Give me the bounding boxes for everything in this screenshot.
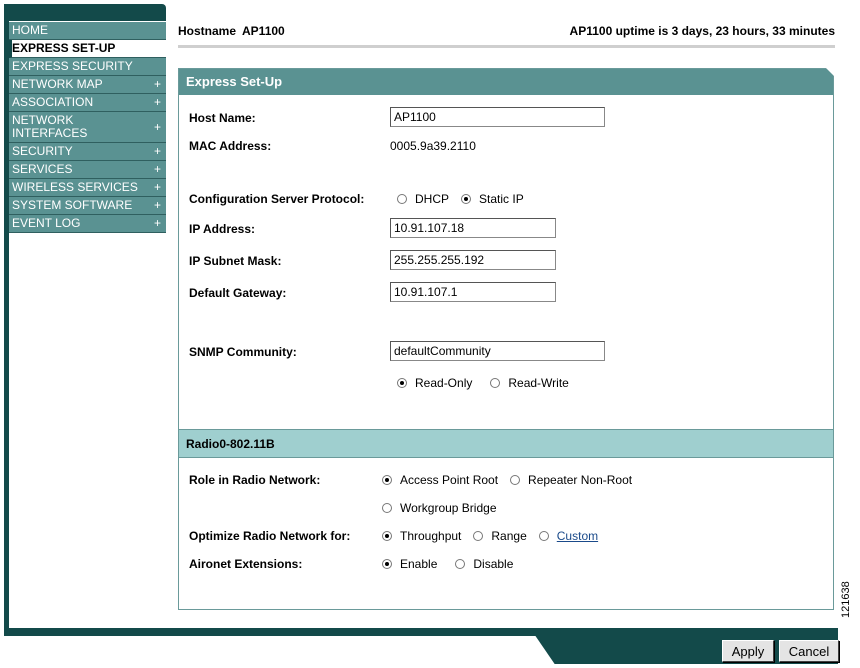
dhcp-radio[interactable] bbox=[397, 192, 449, 206]
nav-item-label: SERVICES bbox=[12, 162, 73, 176]
nav-item-association[interactable] bbox=[9, 94, 166, 112]
panel-title: Express Set-Up bbox=[179, 69, 833, 95]
snmp-community-input[interactable] bbox=[390, 341, 605, 361]
nav-item-network-interfaces[interactable] bbox=[9, 112, 166, 143]
expand-plus-icon[interactable]: + bbox=[153, 198, 161, 212]
nav-item-label: NETWORK INTERFACES bbox=[12, 113, 88, 140]
workgroup-bridge-radio[interactable] bbox=[382, 501, 497, 515]
expand-plus-icon[interactable]: + bbox=[153, 162, 161, 176]
mac-value: 0005.9a39.2110 bbox=[390, 139, 476, 153]
optimize-options bbox=[382, 529, 610, 543]
range-label: Range bbox=[491, 529, 527, 543]
ip-address-input[interactable] bbox=[390, 218, 556, 238]
radio-dot bbox=[382, 559, 392, 569]
custom-radio[interactable] bbox=[539, 529, 598, 543]
snmp-row bbox=[189, 345, 297, 359]
read-only-label: Read-Only bbox=[415, 376, 473, 390]
radio-dot bbox=[461, 194, 471, 204]
expand-plus-icon[interactable]: + bbox=[153, 77, 161, 91]
workgroup-option bbox=[382, 501, 509, 515]
hostname bbox=[178, 24, 285, 38]
nav-top-bar bbox=[4, 4, 166, 21]
aironet-enable-label: Enable bbox=[400, 557, 438, 571]
nav-item-system-software[interactable] bbox=[9, 197, 166, 215]
expand-plus-icon[interactable]: + bbox=[153, 95, 161, 109]
aironet-disable-radio[interactable] bbox=[455, 557, 513, 571]
radio-dot bbox=[539, 531, 549, 541]
optimize-label: Optimize Radio Network for: bbox=[189, 529, 351, 543]
nav-item-express-security[interactable] bbox=[9, 58, 166, 76]
static-ip-label: Static IP bbox=[479, 192, 524, 206]
express-setup-panel bbox=[178, 68, 834, 610]
nav-item-event-log[interactable] bbox=[9, 215, 166, 233]
role-options bbox=[382, 473, 644, 487]
repeater-non-root-radio[interactable] bbox=[510, 473, 632, 487]
subnet-row bbox=[189, 254, 281, 268]
host-name-input[interactable] bbox=[390, 107, 605, 127]
nav-item-label: SYSTEM SOFTWARE bbox=[12, 198, 133, 212]
radio-dot bbox=[510, 475, 520, 485]
nav-item-home[interactable] bbox=[9, 22, 166, 40]
aironet-options bbox=[382, 557, 525, 571]
radio-dot bbox=[455, 559, 465, 569]
static-ip-radio[interactable] bbox=[461, 192, 524, 206]
config-protocol-label: Configuration Server Protocol: bbox=[189, 192, 365, 206]
nav-item-wireless-services[interactable] bbox=[9, 179, 166, 197]
radio-dot bbox=[473, 531, 483, 541]
mac-row bbox=[189, 139, 271, 153]
dhcp-label: DHCP bbox=[415, 192, 450, 206]
nav-item-security[interactable] bbox=[9, 143, 166, 161]
hostname-label: Hostname bbox=[178, 24, 237, 38]
radio-dot bbox=[397, 378, 407, 388]
radio-dot bbox=[382, 503, 392, 513]
figure-number: 121638 bbox=[840, 581, 852, 618]
nav-item-label: EXPRESS SECURITY bbox=[12, 59, 133, 73]
radio-dot bbox=[382, 531, 392, 541]
role-row bbox=[189, 473, 320, 487]
config-protocol-row bbox=[189, 192, 364, 206]
host-info-bar bbox=[178, 24, 835, 38]
apply-button[interactable]: Apply bbox=[722, 640, 774, 662]
gateway-label: Default Gateway: bbox=[189, 286, 287, 300]
mac-label: MAC Address: bbox=[189, 139, 272, 153]
radio-dot bbox=[382, 475, 392, 485]
nav-item-label: EVENT LOG bbox=[12, 216, 81, 230]
throughput-label: Throughput bbox=[400, 529, 462, 543]
subnet-mask-input[interactable] bbox=[390, 250, 556, 270]
custom-link[interactable]: Custom bbox=[556, 529, 599, 543]
expand-plus-icon[interactable]: + bbox=[153, 216, 161, 230]
nav-item-services[interactable] bbox=[9, 161, 166, 179]
nav-item-label: EXPRESS SET-UP bbox=[12, 41, 116, 55]
config-protocol-options bbox=[397, 192, 536, 206]
range-radio[interactable] bbox=[473, 529, 526, 543]
default-gateway-input[interactable] bbox=[390, 282, 556, 302]
header-divider bbox=[178, 45, 835, 48]
snmp-label: SNMP Community: bbox=[189, 345, 297, 359]
read-write-radio[interactable] bbox=[490, 376, 568, 390]
expand-plus-icon[interactable]: + bbox=[153, 180, 161, 194]
expand-plus-icon[interactable]: + bbox=[153, 119, 161, 134]
role-label: Role in Radio Network: bbox=[189, 473, 321, 487]
radio-dot bbox=[490, 378, 500, 388]
access-point-root-label: Access Point Root bbox=[400, 473, 499, 487]
subnet-label: IP Subnet Mask: bbox=[189, 254, 282, 268]
optimize-row bbox=[189, 529, 350, 543]
sidebar-nav bbox=[9, 22, 166, 233]
aironet-label: Aironet Extensions: bbox=[189, 557, 303, 571]
throughput-radio[interactable] bbox=[382, 529, 461, 543]
radio-dot bbox=[397, 194, 407, 204]
nav-item-label: SECURITY bbox=[12, 144, 73, 158]
repeater-non-root-label: Repeater Non-Root bbox=[528, 473, 633, 487]
read-only-radio[interactable] bbox=[397, 376, 472, 390]
nav-item-label: HOME bbox=[12, 23, 48, 37]
aironet-disable-label: Disable bbox=[473, 557, 514, 571]
radio-section-header: Radio0-802.11B bbox=[179, 429, 833, 458]
nav-item-label: NETWORK MAP bbox=[12, 77, 103, 91]
ip-row bbox=[189, 222, 255, 236]
workgroup-bridge-label: Workgroup Bridge bbox=[400, 501, 497, 515]
uptime-text: AP1100 uptime is 3 days, 23 hours, 33 minutes bbox=[569, 24, 835, 38]
nav-item-label: WIRELESS SERVICES bbox=[12, 180, 138, 194]
expand-plus-icon[interactable]: + bbox=[153, 144, 161, 158]
nav-item-network-map[interactable] bbox=[9, 76, 166, 94]
cancel-button[interactable]: Cancel bbox=[779, 640, 839, 662]
nav-item-label: ASSOCIATION bbox=[12, 95, 94, 109]
hostname-value: AP1100 bbox=[242, 24, 285, 38]
access-point-root-radio[interactable] bbox=[382, 473, 498, 487]
nav-item-express-setup[interactable] bbox=[9, 40, 166, 58]
aironet-enable-radio[interactable] bbox=[382, 557, 437, 571]
read-write-label: Read-Write bbox=[508, 376, 569, 390]
host-name-label: Host Name: bbox=[189, 111, 256, 125]
gateway-row bbox=[189, 286, 286, 300]
host-name-row bbox=[189, 111, 256, 125]
snmp-access-options bbox=[397, 376, 581, 390]
aironet-row bbox=[189, 557, 302, 571]
ip-label: IP Address: bbox=[189, 222, 256, 236]
